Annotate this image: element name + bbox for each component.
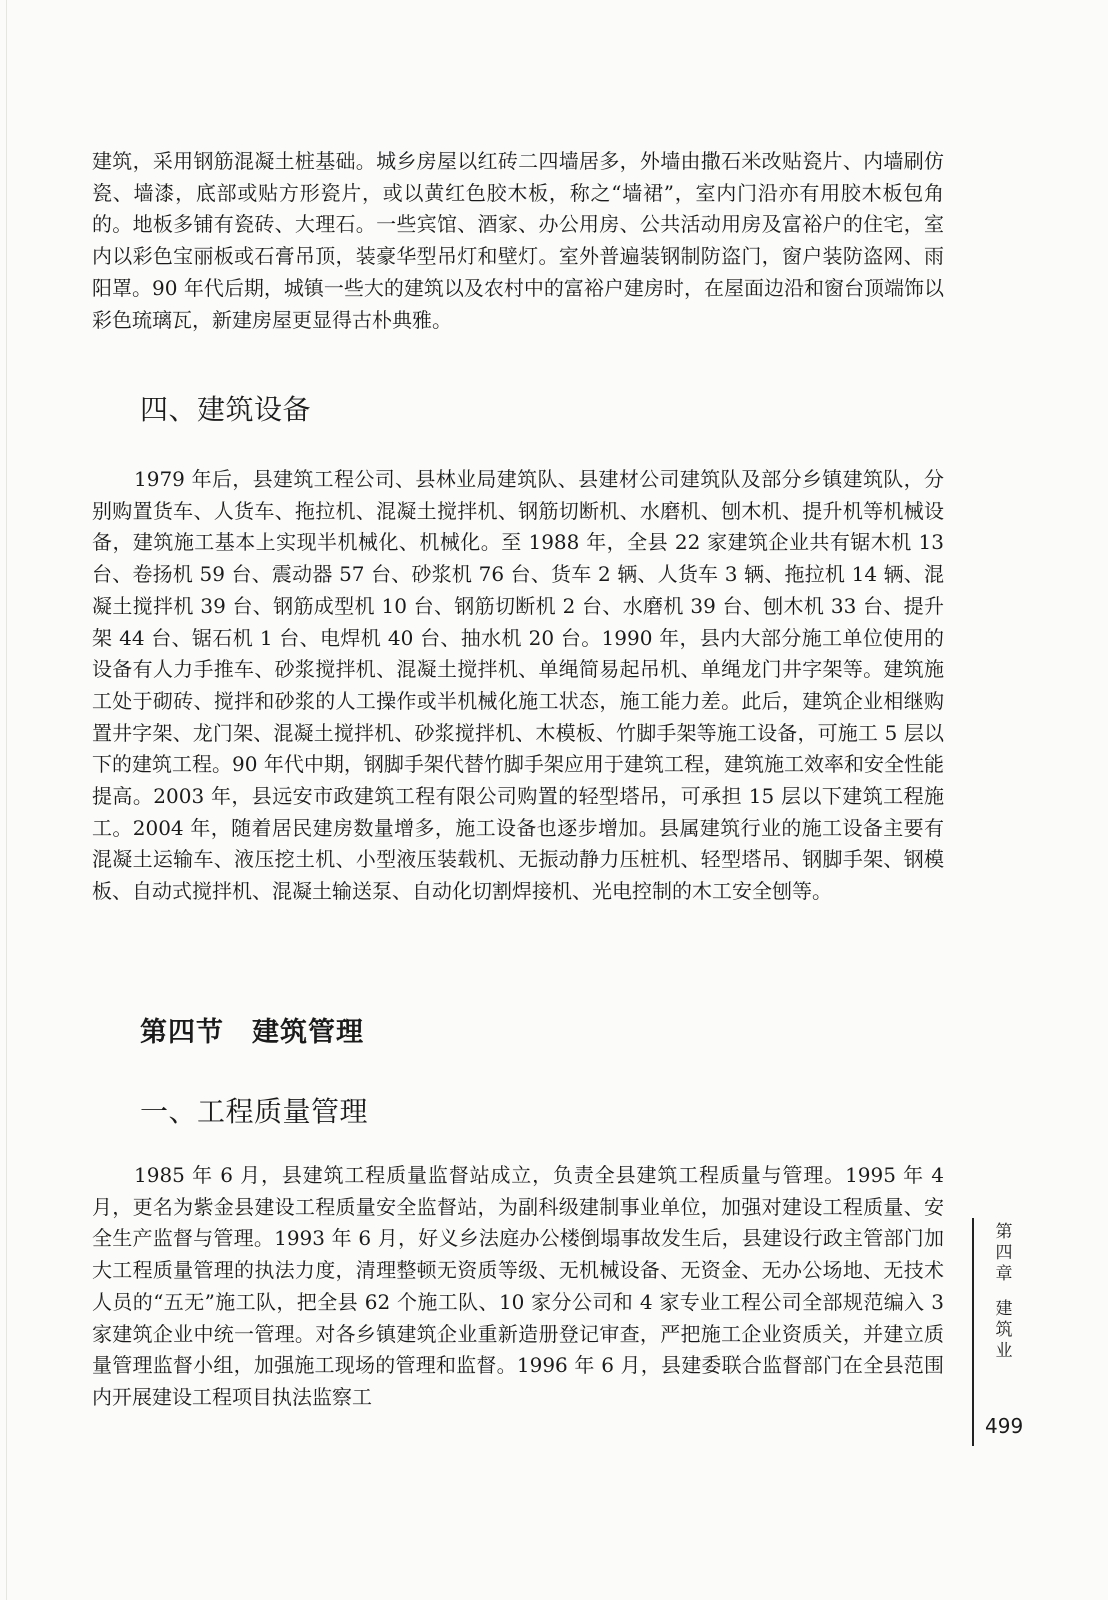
margin-divider-line (972, 1218, 974, 1446)
topic-char: 业 (995, 1341, 1013, 1361)
topic-char: 筑 (995, 1320, 1013, 1340)
page-edge-line (6, 0, 7, 1600)
section-title: 建筑管理 (252, 1017, 364, 1048)
section-number: 第四节 (140, 1017, 224, 1048)
paragraph-continuation (92, 146, 944, 336)
chapter-char: 四 (995, 1243, 1013, 1263)
paragraph-text: 1985 年 6 月，县建筑工程质量监督站成立，负责全县建筑工程质量与管理。1995 年 4 月，更名为紫金县建设工程质量安全监督站，为副科级建制事业单位，加强对建设工程质量、安全生产监督与管理。1993 年 6 月，好义乡法庭办公楼倒塌事故发生后，县建设行政主管部门加大工程质量管理的执法力度，清理整顿无资质等级、无机械设备、无资金、无办公场地、无技术人员的“五无”施工队，把全县 62 个施工队、10 家分公司和 4 家专业工程公司全部规范编入 3 家建筑企业中统一管理。对各乡镇建筑企业重新造册登记审查，严把施工企业资质关，并建立质量管理监督小组，加强施工现场的管理和监督。1996 年 6 月，县建委联合监督部门在全县范围内开展建设工程项目执法监察工 (92, 1163, 944, 1409)
paragraph-equipment (92, 464, 944, 908)
page-number: 499 (985, 1414, 1024, 1438)
section-heading (140, 1015, 364, 1051)
paragraph-quality (92, 1160, 944, 1414)
paragraph-text: 建筑，采用钢筋混凝土桩基础。城乡房屋以红砖二四墙居多，外墙由撒石米改贴瓷片、内墙刷仿瓷、墙漆，底部或贴方形瓷片，或以黄红色胶木板，称之“墙裙”，室内门沿亦有用胶木板包角的。地板多铺有瓷砖、大理石。一些宾馆、酒家、办公用房、公共活动用房及富裕户的住宅，室内以彩色宝丽板或石膏吊顶，装豪华型吊灯和壁灯。室外普遍装钢制防盗门，窗户装防盗网、雨阳罩。90 年代后期，城镇一些大的建筑以及农村中的富裕户建房时，在屋面边沿和窗台顶端饰以彩色琉璃瓦，新建房屋更显得古朴典雅。 (92, 149, 944, 332)
chapter-char: 第 (995, 1222, 1013, 1242)
subheading-building-equipment: 四、建筑设备 (140, 393, 312, 426)
topic-char: 建 (995, 1299, 1013, 1319)
paragraph-text: 1979 年后，县建筑工程公司、县林业局建筑队、县建材公司建筑队及部分乡镇建筑队，分别购置货车、人货车、拖拉机、混凝土搅拌机、钢筋切断机、水磨机、刨木机、提升机等机械设备，建筑施工基本上实现半机械化、机械化。至 1988 年，全县 22 家建筑企业共有锯木机 13 台、卷扬机 59 台、震动器 57 台、砂浆机 76 台、货车 2 辆、人货车 3 辆、拖拉机 14 辆、混凝土搅拌机 39 台、钢筋成型机 10 台、钢筋切断机 2 台、水磨机 39 台、刨木机 33 台、提升架 44 台、锯石机 1 台、电焊机 40 台、抽水机 20 台。1990 年，县内大部分施工单位使用的设备有人力手推车、砂浆搅拌机、混凝土搅拌机、单绳简易起吊机、单绳龙门井字架等。建筑施工处于砌砖、搅拌和砂浆的人工操作或半机械化施工状态，施工能力差。此后，建筑企业相继购置井字架、龙门架、混凝土搅拌机、砂浆搅拌机、木模板、竹脚手架等施工设备，可施工 5 层以下的建筑工程。90 年代中期，钢脚手架代替竹脚手架应用于建筑工程，建筑施工效率和安全性能提高。2003 年，县远安市政建筑工程有限公司购置的轻型塔吊，可承担 15 层以下建筑工程施工。2004 年，随着居民建房数量增多，施工设备也逐步增加。县属建筑行业的施工设备主要有混凝土运输车、液压挖土机、小型液压装载机、无振动静力压桩机、轻型塔吊、钢脚手架、钢模板、自动式搅拌机、混凝土输送泵、自动化切割焊接机、光电控制的木工安全刨等。 (92, 467, 944, 904)
chapter-char: 章 (995, 1264, 1013, 1284)
subheading-quality-management: 一、工程质量管理 (140, 1095, 369, 1128)
chapter-side-label (985, 1222, 1023, 1362)
